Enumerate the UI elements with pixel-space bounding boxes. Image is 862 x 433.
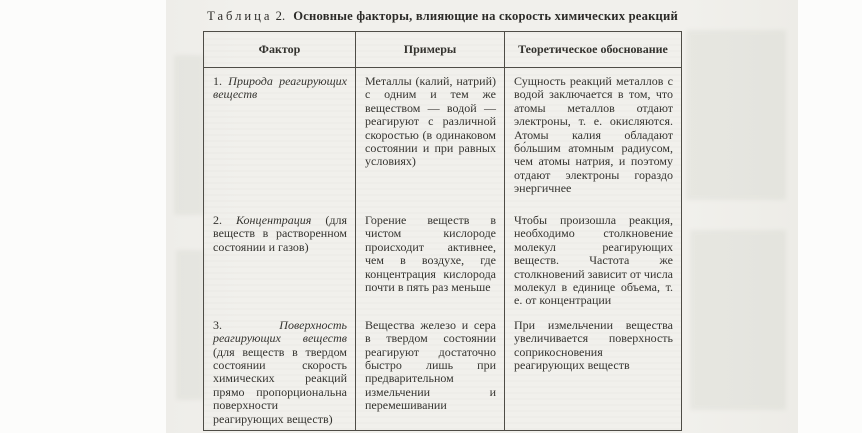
factor-cell (204, 207, 356, 312)
table-caption (203, 9, 682, 24)
factor-cell (204, 68, 356, 207)
rationale-cell: Чтобы произошла реакция, необходимо столкновение молекул реагирующих веществ. Частота же столкновений зависит от числа молекул в единице объема, т. е. от концентрации (514, 213, 674, 308)
factor-note: (для веществ в твердом состоянии скорость химических реакций прямо пропорциональна поверхности реагирующих веществ) (213, 344, 347, 426)
factor-note: (для веществ в растворенном состоянии и газов) (213, 213, 347, 254)
factor-cell (204, 312, 356, 430)
factor-number: 2. (213, 213, 222, 227)
rationale-cell: При измельчении вещества увеличивается поверхность соприкосновения реагирующих веществ (514, 317, 673, 373)
caption-title: Основные факторы, влияющие на скорость химических реакций (293, 9, 678, 23)
scan-bleed-artifact (174, 55, 204, 215)
caption-label: Таблица (207, 9, 273, 23)
example-cell: Вещества железо и сера в твердом состоянии реагируют достаточно быстро лишь при предварительном измельчении и перемешивании (356, 312, 505, 430)
header-cell-rationale: Теоретическое обоснование (505, 32, 681, 68)
scan-bleed-artifact (176, 250, 204, 400)
factor-name: Поверхность реагирующих веществ (213, 317, 347, 346)
factor-number: 1. (213, 74, 222, 88)
header-cell-examples: Примеры (356, 32, 505, 68)
header-cell-factor: Фактор (204, 32, 356, 68)
example-cell: Горение веществ в чистом кислороде происходит активнее, чем в воздухе, где концентрация кислорода почти в пять раз меньше (356, 207, 505, 312)
factor-name: Концентрация (236, 213, 312, 227)
scan-bleed-artifact (686, 30, 786, 200)
factors-table (203, 31, 682, 431)
example-cell: Металлы (калий, натрий) с одним и тем же веществом — водой — реагируют с различной скоростью (в одинаковом состоянии и при равных условиях) (356, 68, 505, 207)
factor-number: 3. (213, 317, 222, 332)
scan-bleed-artifact (690, 230, 786, 410)
caption-number: 2. (275, 9, 286, 23)
rationale-cell: Сущность реакций металлов с водой заключается в том, что атомы металлов отдают электроны, т. е. окисляются. Атомы калия обладают бо́льшим атомным радиусом, чем атомы натрия, и поэтому отдают электроны гораздо энергичнее (514, 74, 673, 196)
factor-name: Природа реагирующих веществ (213, 74, 347, 102)
